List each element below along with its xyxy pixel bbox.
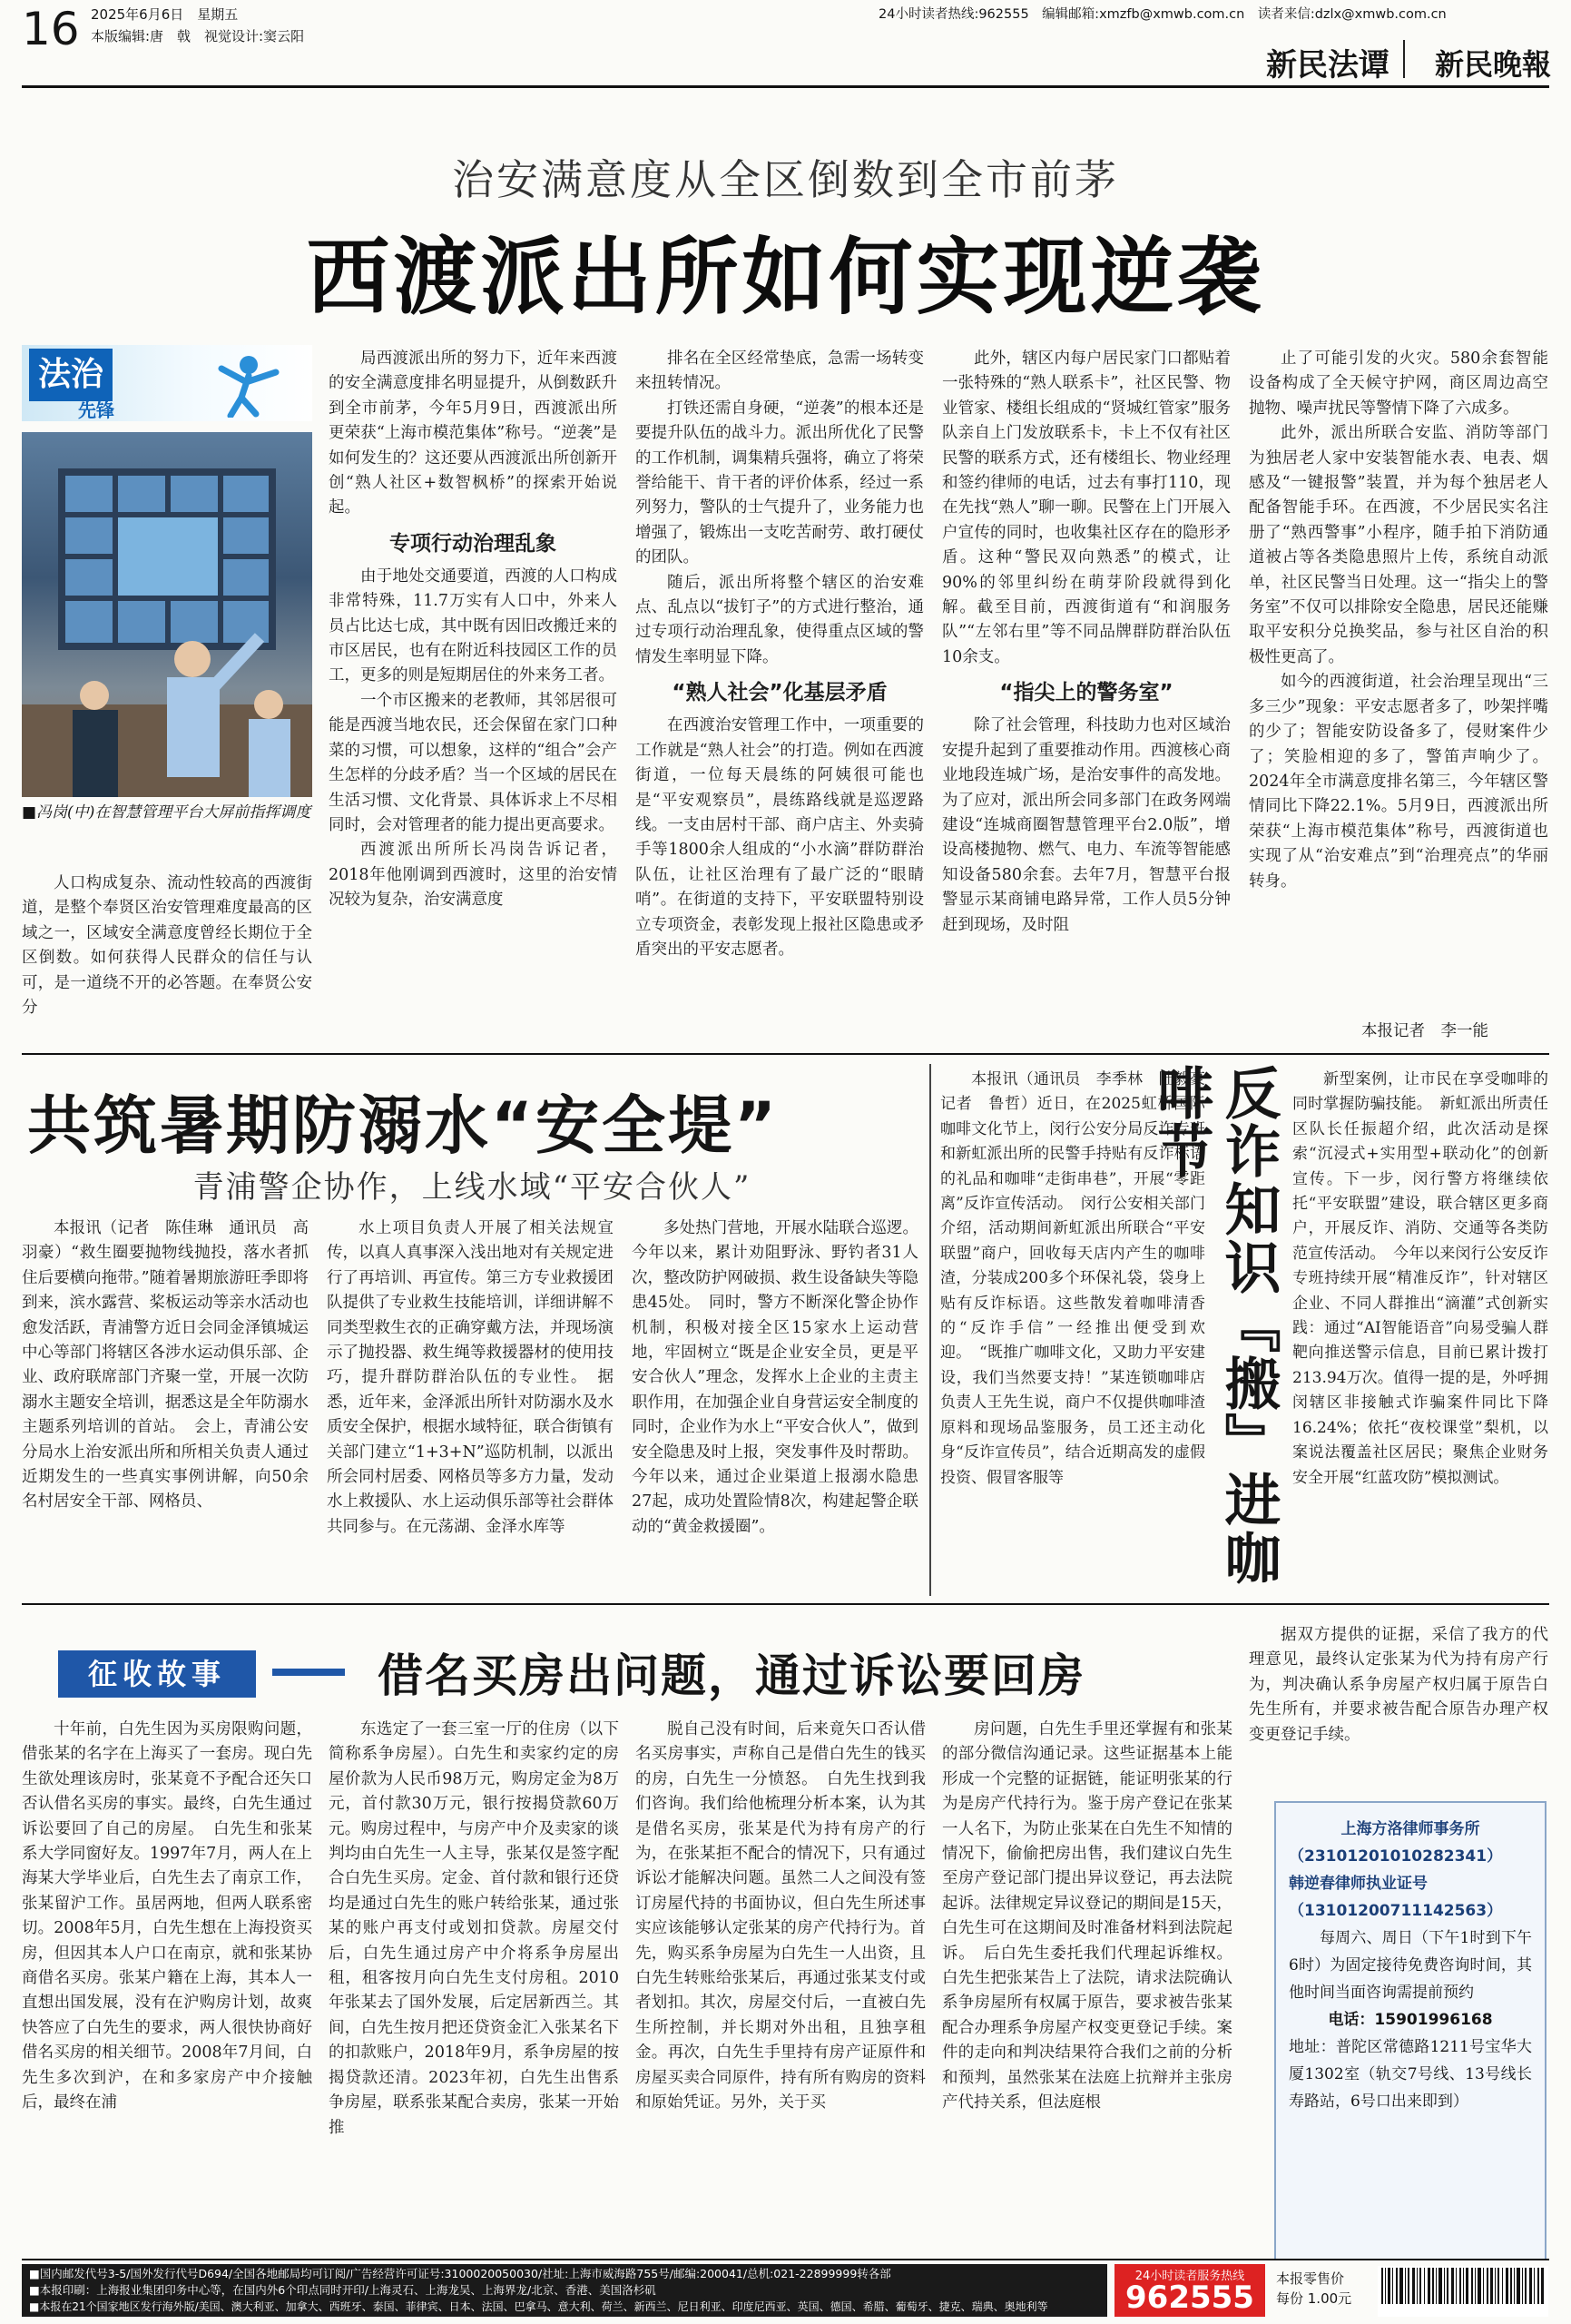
- story2-story3-divider: [929, 1064, 931, 1596]
- story4-tag-accent: [272, 1669, 345, 1676]
- law-firm-address: 地址：普陀区常德路1211号宝华大厦1302室（轨交7号线、13号线长寿路站，6号口出来即到）: [1289, 2038, 1532, 2111]
- footer-hotline-label: 24小时读者服务热线: [1134, 2270, 1245, 2283]
- story2-col3: 多处热门营地，开展水陆联合巡逻。今年以来，累计劝阻野泳、野钓者31人次，整改防护网破损、救生设备缺失等隐患45处。 同时，警方不断深化警企协作机制，积极对接全区15家水上运动营地，牢固树立“既是企业安全员，更是平安合伙人”理念，发挥水上企业的主责主职作用，在加强企业自身营运安全制度的同时，企业作为水上“平安合伙人”，做到安全隐患及时上报，突发事件及时帮助。今年以来，通过企业渠道上报溺水隐患27起，成功处置险情8次，构建起警企联动的“黄金救援圈”。: [632, 1219, 918, 1536]
- story1-col5: 止了可能引发的火灾。580余套智能设备构成了全天候守护网，商区周边高空抛物、噪声扰民等警情下降了六成多。 此外，派出所联合安监、消防等部门为独居老人家中安装智能水表、电表、烟感及“一键报警”装置，并为每个独居老人配备智能手环。在西渡，不少居民实名注册了“熟西警事”小程序，随手拍下消防通道被占等各类隐患照片上传，系统自动派单，社区民警当日处理。这一“指尖上的警务室”不仅可以排除安全隐患，居民还能赚取平安积分兑换奖品，参与社区自治的积极性更高了。 如今的西渡街道，社会治理呈现出“三多三少”现象：平安志愿者多了，吵架拌嘴的少了；智能安防设备多了，侵财案件少了；笑脸相迎的多了，警笛声响少了。2024年全市满意度排名第三，今年辖区警情同比下降22.1%。5月9日，西渡派出所荣获“上海市模范集体”称号，西渡街道也实现了从“治安难点”到“治理亮点”的华丽转身。: [1249, 350, 1548, 891]
- barcode-icon: [1378, 2266, 1548, 2317]
- consultation-hours: 每周六、周日（下午1时到下午6时）为固定接待免费咨询时间，其他时间当面咨询需提前预约: [1289, 1929, 1532, 2002]
- column-tag-box: [22, 345, 312, 421]
- story1-col3: 排名在全区经常垫底，急需一场转变来扭转情况。 打铁还需自身硬，“逆袭”的根本还是要提升队伍的战斗力。派出所优化了民警的工作机制，调集精兵强将，确立了将荣誉给能干、肯干者的评价体系，经过一系列努力，警队的士气提升了，业务能力也增强了，锻炼出一支吃苦耐劳、敢打硬仗的团队。 随后，派出所将整个辖区的治安难点、乱点以“拔钉子”的方式进行整治，通过专项行动治理乱象，使得重点区域的警情发生率明显下降。 “熟人社会”化基层矛盾 在西渡治安管理工作中，一项重要的工作就是“熟人社会”的打造。例如在西渡街道，一位每天晨练的阿姨很可能也是“平安观察员”，晨练路线就是巡逻路线。一支由居村干部、商户店主、外卖骑手等1800余人组成的“小水滴”群防群治队伍，让社区治理有了最广泛的“眼睛哨”。在街道的支持下，平安联盟特别设立专项资金，表彰发现上报社区隐患或矛盾突出的平安志愿者。: [635, 350, 924, 959]
- page-date: 2025年6月6日 星期五: [91, 6, 239, 23]
- story1-photo-caption: ■冯岗(中)在智慧管理平台大屏前指挥调度: [22, 803, 311, 822]
- footer-line3: ■本报在21个国家地区发行海外版/美国、澳大利亚、加拿大、西班牙、泰国、菲律宾、日本、法国、巴拿马、意大利、荷兰、新西兰、尼日利亚、印度尼西亚、英国、德国、希腊、葡萄牙、捷克、瑞典、奥地利等: [29, 2300, 1048, 2313]
- footer-hotline-box: [1114, 2264, 1265, 2317]
- column-tag-sublabel: 先锋: [78, 399, 114, 421]
- story1-col2: 局西渡派出所的努力下，近年来西渡的安全满意度排名明显提升，从倒数跃升到全市前茅，今年5月9日，西渡派出所更荣获“上海市模范集体”称号。“逆袭”是如何发生的？这还要从西渡派出所创新开创“熟人社区+数智枫桥”的探索开始说起。 专项行动治理乱象 由于地处交通要道，西渡的人口构成非常特殊，11.7万实有人口中，外来人员占比达七成，其中既有因旧改搬迁来的市区居民，也有在附近科技园区工作的员工，更多的则是短期居住的外来务工者。 一个市区搬来的老教师，其邻居很可能是西渡当地农民，还会保留在家门口种菜的习惯，可以想象，这样的“组合”会产生怎样的分歧矛盾？当一个区域的居民在生活习惯、文化背景、具体诉求上不尽相同时，会对管理者的能力提出更高要求。 西渡派出所所长冯岗告诉记者，2018年他刚调到西渡时，这里的治安情况较为复杂，治安满意度: [329, 350, 617, 910]
- story1-subhead1: 专项行动治理乱象: [389, 531, 556, 556]
- story2-col2: 水上项目负责人开展了相关法规宣传，以真人真事深入浅出地对有关规定进行了再培训、再宣传。第三方专业救援团队提供了专业救生技能培训，详细讲解不同类型救生衣的正确穿戴方法，并现场演示了抛投器、救生绳等救援器材的使用技巧，提升群防群治队伍的专业性。 据悉，近年来，金泽派出所针对防溺水及水质安全保护，根据水域特征，联合街镇有关部门建立“1+3+N”巡防机制，以派出所会同村居委、网格员等多方力量，发动水上救援队、水上运动俱乐部等社会群体共同参与。在元荡湖、金泽水库等: [327, 1219, 614, 1536]
- law-firm-code: （23101201010282341）: [1289, 1847, 1503, 1866]
- story3-col2: 新型案例，让市民在享受咖啡的同时掌握防骗技能。 新虹派出所责任区队长任振超介绍，此次活动是探索“沉浸式+实用型+联动化”的创新宣传。下一步，闵行警方将继续依托“平安联盟”建设，联合辖区更多商户，开展反诈、消防、交通等各类防范宣传活动。 今年以来闵行公安反诈专班持续开展“精准反诈”，针对辖区企业、不同人群推出“滴灌”式创新实践：通过“AI智能语音”向易受骗人群靶向推送警示信息，目前已累计拨打213.94万次。值得一提的是，外呼拥闵辖区非接触式诈骗案件同比下降16.24%；依托“夜校课堂”梨机，以案说法覆盖社区居民；聚焦企业财务安全开展“红蓝攻防”模拟测试。: [1292, 1070, 1548, 1487]
- law-firm-phone: 电话：15901996168: [1328, 2011, 1493, 2029]
- story4-col5: 据双方提供的证据，采信了我方的代理意见，最终认定张某为代为持有房产行为，判决确认系争房屋产权归属于原告白先生所有，并要求被告配合原告办理产权变更登记手续。: [1249, 1626, 1548, 1744]
- footer-top-rule: [22, 2259, 1549, 2260]
- story2-subhead: 青浦警企协作，上线水域“平安合伙人”: [192, 1169, 751, 1206]
- footer-line2: ■本报印刷：上海报业集团印务中心等，在国内外6个印点同时开印/上海灵石、上海龙吴、上海界龙/北京、香港、美国洛杉矶: [29, 2283, 656, 2297]
- footer-hotline-number: 962555: [1125, 2280, 1254, 2316]
- story1-bottom-rule: [22, 1053, 1549, 1055]
- story2-headline: 共筑暑期防溺水“安全堤”: [27, 1088, 780, 1163]
- header-rule: [22, 85, 1549, 88]
- story4-headline: 借名买房出问题，通过诉讼要回房: [378, 1649, 1085, 1702]
- story3-bottom-rule: [22, 1603, 1549, 1605]
- footer-line1: ■国内邮发代号3-5/国外发行代号D694/全国各地邮局均可订阅/广告经营许可证号:3100020050030/社址:上海市威海路755号/邮编:200041/总机:021-22899999转各部: [29, 2267, 891, 2280]
- story1-photo: [22, 432, 312, 797]
- story1-subhead2: “熟人社会”化基层矛盾: [672, 681, 888, 705]
- masthead-divider: [1403, 40, 1405, 78]
- story1-col1: 人口构成复杂、流动性较高的西渡街道，是整个奉贤区治安管理难度最高的区域之一，区域安全满意度曾经长期位于全区倒数。如何获得人民群众的信任与认可，是一道绕不开的必答题。在奉贤公安分: [22, 874, 312, 1018]
- story2-col1: 本报讯（记者 陈佳琳 通讯员 高羽豪）“救生圈要抛物线抛投，落水者抓住后要横向拖带。”随着暑期旅游旺季即将到来，滨水露营、桨板运动等亲水活动也愈发活跃，青浦警方近日会同金泽镇城运中心等部门将辖区各涉水运动俱乐部、企业、政府联席部门齐聚一堂，开展一次防溺水主题安全培训，据悉这是全年防溺水主题系列培训的首站。 会上，青浦公安分局水上治安派出所和所相关负责人通过近期发生的一些真实事例讲解，向50余名村居安全干部、网格员、: [22, 1219, 309, 1512]
- story1-headline: 西渡派出所如何实现逆袭: [306, 229, 1265, 326]
- newspaper-brand: 新民晚報: [1434, 47, 1551, 82]
- law-firm-box: [1274, 1801, 1546, 2260]
- footer-info-bar: [22, 2264, 1107, 2317]
- law-firm-name: 上海方洛律师事务所: [1340, 1820, 1480, 1838]
- reader-hotline: 24小时读者热线:962555 编辑邮箱:xmzfb@xmwb.com.cn 读者来信:dzlx@xmwb.com.cn: [879, 7, 1447, 22]
- story4-col4: 房问题，白先生手里还掌握有和张某的部分微信沟通记录。这些证据基本上能形成一个完整的证据链，能证明张某的行为是房产代持行为。鉴于房产登记在张某一人名下，为防止张某在白先生不知情的情况下，偷偷把房出售，我们建议白先生至房产登记部门提出异议登记，再去法院起诉。法律规定异议登记的期间是15天，白先生可在这期间及时准备材料到法院起诉。 后白先生委托我们代理起诉维权。白先生把张某告上了法院，请求法院确认系争房屋所有权属于原告，要求被告张某配合办理系争房屋产权变更登记手续。案件的走向和判决结果符合我们之前的分析和预判，虽然张某在法庭上抗辩并主张房产代持关系，但法庭根: [942, 1720, 1232, 2112]
- page-number: 16: [22, 3, 80, 55]
- story4-column-tag: 征收故事: [58, 1650, 256, 1698]
- story3-headline: 反诈知识『搬』进咖啡节: [1148, 1064, 1281, 1587]
- story1-byline: [1361, 1019, 1488, 1041]
- column-tag-label: 法治: [29, 349, 113, 401]
- police-command-center-image: [22, 432, 312, 797]
- story1-subhead3: “指尖上的警务室”: [999, 681, 1173, 705]
- footer-price-label: 本报零售价: [1276, 2270, 1345, 2287]
- story4-col2: 东选定了一套三室一厅的住房（以下简称系争房屋）。白先生和卖家约定的房屋价款为人民币98万元，购房定金为8万元，首付款30万元，银行按揭贷款60万元。购房过程中，与房产中介及卖家的谈判均由白先生一人主导，张某仅是签字配合白先生买房。定金、首付款和银行还贷均是通过白先生的账户转给张某，通过张某的账户再支付或划扣贷款。房屋交付后，白先生通过房产中介将系争房屋出租，租客按月向白先生支付房租。2010年张某去了国外发展，后定居新西兰。其间，白先生按月把还贷资金汇入张某名下的扣款账户，2018年9月，系争房屋的按揭贷款还清。2023年初，白先生出售系争房屋，联系张某配合卖房，张某一开始推: [329, 1720, 619, 2137]
- story1-kicker: 治安满意度从全区倒数到全市前茅: [452, 155, 1119, 204]
- lawyer-license: 韩逆春律师执业证号: [1289, 1875, 1428, 1893]
- column-tag-figure-icon: [185, 350, 303, 418]
- story3-col1: 本报讯（通讯员 李季林 陆毅豪 记者 鲁哲）近日，在2025虹桥国际咖啡文化节上，闵行公安分局反诈专班和新虹派出所的民警手持贴有反诈标语的礼品和咖啡“走街串巷”，开展“零距离”反诈宣传活动。 闵行公安相关部门介绍，活动期间新虹派出所联合“平安联盟”商户，回收每天店内产生的咖啡渣，分装成200多个环保礼袋，袋身上贴有反诈标语。这些散发着咖啡清香的“反诈手信”一经推出便受到欢迎。 “既推广咖啡文化，又助力平安建设，我们当然要支持！”某连锁咖啡店负责人王先生说，商户不仅提供咖啡渣原料和现场品鉴服务，员工还主动化身“反诈宣传员”，结合近期高发的虚假投资、假冒客服等: [940, 1070, 1205, 1487]
- section-title: 新民法谭: [1266, 47, 1389, 84]
- page-editors: 本版编辑:唐 戟 视觉设计:窦云阳: [91, 28, 305, 44]
- footer-price: 每份 1.00元: [1276, 2290, 1352, 2307]
- story1-col4: 此外，辖区内每户居民家门口都贴着一张特殊的“熟人联系卡”，社区民警、物业管家、楼组长组成的“贤城红管家”服务队亲自上门发放联系卡，卡上不仅有社区民警的联系方式，还有楼组长、物业经理和签约律师的电话，过去有事打110，现在先找“熟人”聊一聊。民警在上门开展入户宣传的同时，也收集社区存在的隐形矛盾。这种“警民双向熟悉”的模式，让90%的邻里纠纷在萌芽阶段就得到化解。截至目前，西渡街道有“和润服务队”“左邻右里”等不同品牌群防群治队伍10余支。 “指尖上的警务室” 除了社会管理，科技助力也对区域治安提升起到了重要推动作用。西渡核心商业地段连城广场，是治安事件的高发地。为了应对，派出所会同多部门在政务网端建设“连城商圈智慧管理平台2.0版”，增设高楼抛物、燃气、电力、车流等智能感知设备580余套。去年7月，智慧平台报警显示某商铺电路异常，工作人员5分钟赶到现场，及时阻: [942, 350, 1231, 934]
- lawyer-license-code: （13101200711142563）: [1289, 1902, 1503, 1920]
- story1-byline-text: 本报记者 李一能: [1361, 1022, 1488, 1040]
- story4-col3: 脱自己没有时间，后来竟矢口否认借名买房事实，声称自己是借白先生的钱买的房，白先生一分愤怒。 白先生找到我们咨询。我们给他梳理分析本案，认为其是借名买房，张某是代为持有房产的行为，在张某拒不配合的情况下，只有通过诉讼才能解决问题。虽然二人之间没有签订房屋代持的书面协议，但白先生所述事实应该能够认定张某的房产代持行为。首先，购买系争房屋为白先生一人出资，且白先生转账给张某后，再通过张某支付或者划扣。其次，房屋交付后，一直被白先生所控制，并长期对外出租，且独享租金。再次，白先生手里持有房产证原件和房屋买卖合同原件，持有所有购房的资料和原始凭证。另外，关于买: [635, 1720, 926, 2112]
- story4-col1: 十年前，白先生因为买房限购问题，借张某的名字在上海买了一套房。现白先生欲处理该房时，张某竟不予配合还矢口否认借名买房的事实。最终，白先生通过诉讼要回了自己的房屋。 白先生和张某系大学同窗好友。1997年7月，两人在上海某大学毕业后，白先生去了南京工作，张某留沪工作。虽居两地，但两人联系密切。2008年5月，白先生想在上海投资买房，但因其本人户口在南京，就和张某协商借名买房。张某户籍在上海，其本人一直想出国发展，没有在沪购房计划，故爽快答应了白先生的要求，两人很快协商好借名买房的相关细节。2008年7月间，白先生多次到沪，在和多家房产中介接触后，最终在浦: [22, 1720, 312, 2112]
